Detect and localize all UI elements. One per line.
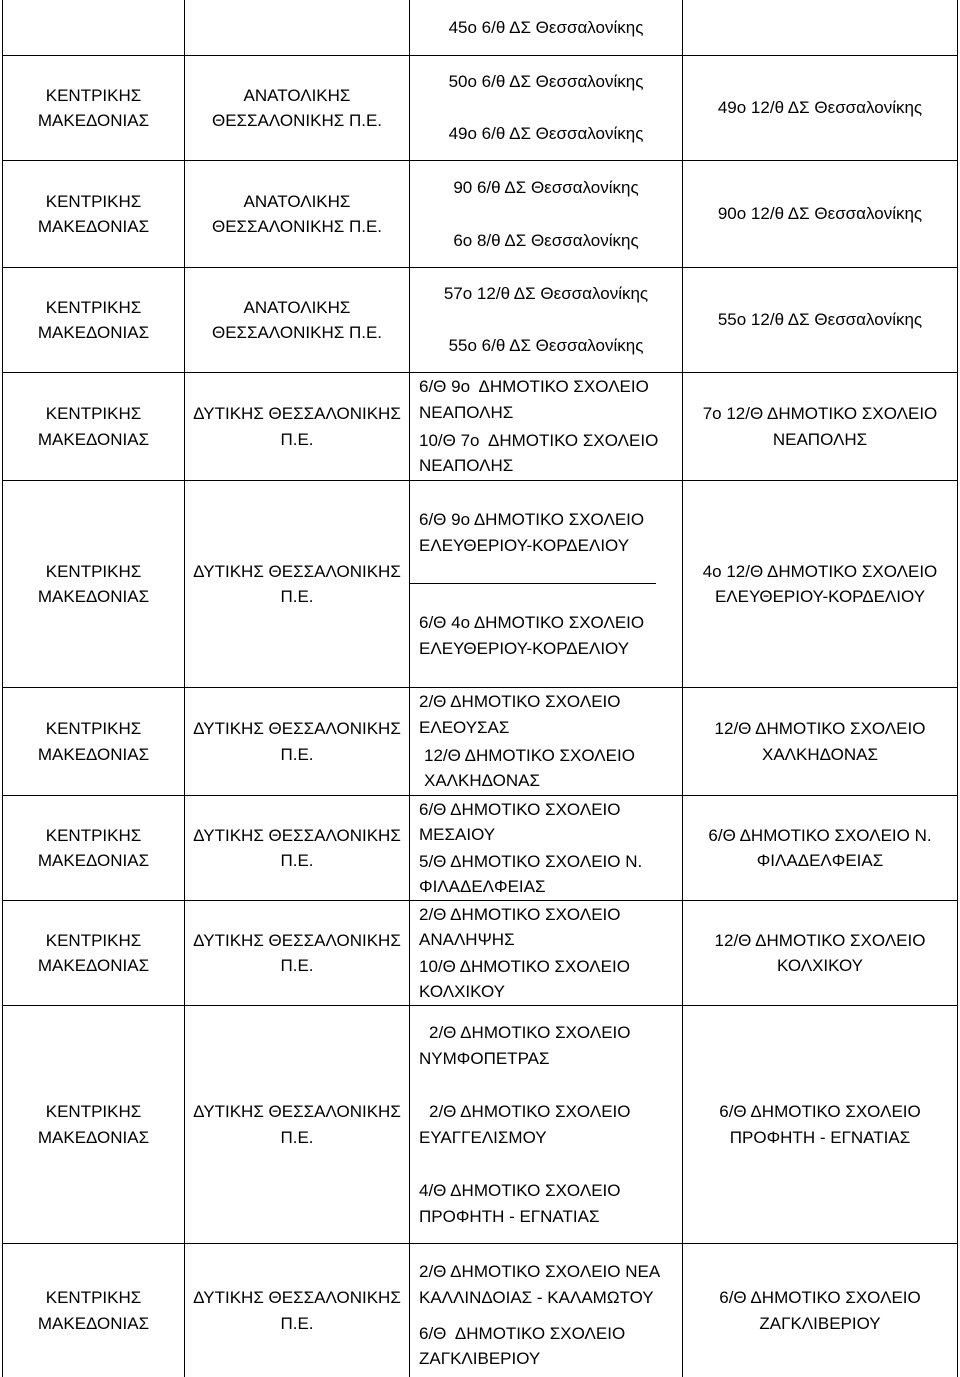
directorate-cell: ΑΝΑΤΟΛΙΚΗΣ ΘΕΣΣΑΛΟΝΙΚΗΣ Π.Ε. <box>185 161 410 267</box>
resulting-school-cell: 55ο 12/θ ΔΣ Θεσσαλονίκης <box>683 268 958 372</box>
resulting-school-cell: 12/Θ ΔΗΜΟΤΙΚΟ ΣΧΟΛΕΙΟ ΚΟΛΧΙΚΟΥ <box>683 901 958 1005</box>
merging-school-entry: 10/Θ ΔΗΜΟΤΙΚΟ ΣΧΟΛΕΙΟ ΚΟΛΧΙΚΟΥ <box>419 956 630 1001</box>
merging-schools-cell <box>410 1006 683 1243</box>
table-row <box>2 796 958 901</box>
region-cell: ΚΕΝΤΡΙΚΗΣ ΜΑΚΕΔΟΝΙΑΣ <box>2 1244 185 1377</box>
merging-school-entry: 2/Θ ΔΗΜΟΤΙΚΟ ΣΧΟΛΕΙΟ ΕΛΕΟΥΣΑΣ <box>419 692 621 737</box>
merging-school-entry: 50ο 6/θ ΔΣ Θεσσαλονίκης <box>448 72 644 92</box>
table-row <box>2 901 958 1006</box>
merging-schools-cell <box>410 373 683 480</box>
table-row <box>2 0 958 56</box>
resulting-school-cell: 12/Θ ΔΗΜΟΤΙΚΟ ΣΧΟΛΕΙΟ ΧΑΛΚΗΔΟΝΑΣ <box>683 688 958 795</box>
region-cell: ΚΕΝΤΡΙΚΗΣ ΜΑΚΕΔΟΝΙΑΣ <box>2 796 185 900</box>
merging-schools-cell <box>410 481 683 687</box>
merging-school-entry: 57ο 12/θ ΔΣ Θεσσαλονίκης <box>443 284 649 304</box>
merging-schools-cell <box>410 901 683 1005</box>
table-row <box>2 481 958 688</box>
merging-school-entry: 55ο 6/θ ΔΣ Θεσσαλονίκης <box>448 336 644 356</box>
merging-schools-cell <box>410 1244 683 1377</box>
merging-school-entry: 6/Θ 9ο ΔΗΜΟΤΙΚΟ ΣΧΟΛΕΙΟ ΕΛΕΥΘΕΡΙΟΥ-ΚΟΡΔΕΛΙΟΥ <box>419 510 645 555</box>
region-cell: ΚΕΝΤΡΙΚΗΣ ΜΑΚΕΔΟΝΙΑΣ <box>2 1006 185 1243</box>
table-row <box>2 373 958 481</box>
merging-schools-cell <box>410 796 683 900</box>
table-row <box>2 56 958 161</box>
directorate-cell: ΑΝΑΤΟΛΙΚΗΣ ΘΕΣΣΑΛΟΝΙΚΗΣ Π.Ε. <box>185 268 410 372</box>
merging-school-entry: 6/Θ 4ο ΔΗΜΟΤΙΚΟ ΣΧΟΛΕΙΟ ΕΛΕΥΘΕΡΙΟΥ-ΚΟΡΔΕΛΙΟΥ <box>419 613 645 658</box>
resulting-school-cell: 7ο 12/Θ ΔΗΜΟΤΙΚΟ ΣΧΟΛΕΙΟ ΝΕΑΠΟΛΗΣ <box>683 373 958 480</box>
school-merger-table <box>2 0 958 1377</box>
region-cell: ΚΕΝΤΡΙΚΗΣ ΜΑΚΕΔΟΝΙΑΣ <box>2 373 185 480</box>
merging-school-entry: 6ο 8/θ ΔΣ Θεσσαλονίκης <box>453 230 639 250</box>
merging-school-entry: 2/Θ ΔΗΜΟΤΙΚΟ ΣΧΟΛΕΙΟ ΑΝΑΛΗΨΗΣ <box>419 904 621 949</box>
region-cell: ΚΕΝΤΡΙΚΗΣ ΜΑΚΕΔΟΝΙΑΣ <box>2 268 185 372</box>
cell-divider <box>410 583 656 584</box>
resulting-school-cell: 6/Θ ΔΗΜΟΤΙΚΟ ΣΧΟΛΕΙΟ Ν. ΦΙΛΑΔΕΛΦΕΙΑΣ <box>683 796 958 900</box>
merging-schools-cell <box>410 268 683 372</box>
directorate-cell <box>185 0 410 55</box>
table-row <box>2 688 958 796</box>
directorate-cell: ΔΥΤΙΚΗΣ ΘΕΣΣΑΛΟΝΙΚΗΣ Π.Ε. <box>185 481 410 687</box>
merging-school-entry: 4/Θ ΔΗΜΟΤΙΚΟ ΣΧΟΛΕΙΟ ΠΡΟΦΗΤΗ - ΕΓΝΑΤΙΑΣ <box>419 1181 621 1226</box>
resulting-school-cell: 6/Θ ΔΗΜΟΤΙΚΟ ΣΧΟΛΕΙΟ ΖΑΓΚΛΙΒΕΡΙΟΥ <box>683 1244 958 1377</box>
region-cell <box>2 0 185 55</box>
merging-school-entry: 6/Θ ΔΗΜΟΤΙΚΟ ΣΧΟΛΕΙΟ ΜΕΣΑΙΟΥ <box>419 799 621 844</box>
region-cell: ΚΕΝΤΡΙΚΗΣ ΜΑΚΕΔΟΝΙΑΣ <box>2 688 185 795</box>
table-row <box>2 268 958 373</box>
resulting-school-cell: 90ο 12/θ ΔΣ Θεσσαλονίκης <box>683 161 958 267</box>
region-cell: ΚΕΝΤΡΙΚΗΣ ΜΑΚΕΔΟΝΙΑΣ <box>2 56 185 160</box>
resulting-school-cell: 49ο 12/θ ΔΣ Θεσσαλονίκης <box>683 56 958 160</box>
resulting-school-cell: 6/Θ ΔΗΜΟΤΙΚΟ ΣΧΟΛΕΙΟ ΠΡΟΦΗΤΗ - ΕΓΝΑΤΙΑΣ <box>683 1006 958 1243</box>
directorate-cell: ΔΥΤΙΚΗΣ ΘΕΣΣΑΛΟΝΙΚΗΣ Π.Ε. <box>185 1244 410 1377</box>
resulting-school-cell <box>683 0 958 55</box>
merging-schools-cell <box>410 161 683 267</box>
merging-school-entry: 5/Θ ΔΗΜΟΤΙΚΟ ΣΧΟΛΕΙΟ Ν. ΦΙΛΑΔΕΛΦΕΙΑΣ <box>419 851 643 896</box>
merging-school-entry: 2/Θ ΔΗΜΟΤΙΚΟ ΣΧΟΛΕΙΟ ΕΥΑΓΓΕΛΙΣΜΟΥ <box>419 1102 631 1147</box>
directorate-cell: ΔΥΤΙΚΗΣ ΘΕΣΣΑΛΟΝΙΚΗΣ Π.Ε. <box>185 1006 410 1243</box>
region-cell: ΚΕΝΤΡΙΚΗΣ ΜΑΚΕΔΟΝΙΑΣ <box>2 901 185 1005</box>
directorate-cell: ΔΥΤΙΚΗΣ ΘΕΣΣΑΛΟΝΙΚΗΣ Π.Ε. <box>185 901 410 1005</box>
merging-school-entry: 49ο 6/θ ΔΣ Θεσσαλονίκης <box>448 124 644 144</box>
directorate-cell: ΑΝΑΤΟΛΙΚΗΣ ΘΕΣΣΑΛΟΝΙΚΗΣ Π.Ε. <box>185 56 410 160</box>
merging-school-entry: 2/Θ ΔΗΜΟΤΙΚΟ ΣΧΟΛΕΙΟ ΝΥΜΦΟΠΕΤΡΑΣ <box>419 1023 631 1068</box>
merging-school-entry: 2/Θ ΔΗΜΟΤΙΚΟ ΣΧΟΛΕΙΟ ΝΕΑ ΚΑΛΛΙΝΔΟΙΑΣ - ΚΑΛΑΜΩΤΟΥ <box>419 1262 661 1307</box>
merging-schools-cell <box>410 56 683 160</box>
merging-school-entry: 12/Θ ΔΗΜΟΤΙΚΟ ΣΧΟΛΕΙΟ ΧΑΛΚΗΔΟΝΑΣ <box>424 745 635 791</box>
directorate-cell: ΔΥΤΙΚΗΣ ΘΕΣΣΑΛΟΝΙΚΗΣ Π.Ε. <box>185 688 410 795</box>
merging-school-entry: 6/Θ 9ο ΔΗΜΟΤΙΚΟ ΣΧΟΛΕΙΟ ΝΕΑΠΟΛΗΣ <box>419 377 649 422</box>
merging-schools-cell <box>410 0 683 55</box>
resulting-school-cell: 4ο 12/Θ ΔΗΜΟΤΙΚΟ ΣΧΟΛΕΙΟ ΕΛΕΥΘΕΡΙΟΥ-ΚΟΡΔΕΛΙΟΥ <box>683 481 958 687</box>
table-row <box>2 1244 958 1377</box>
directorate-cell: ΔΥΤΙΚΗΣ ΘΕΣΣΑΛΟΝΙΚΗΣ Π.Ε. <box>185 373 410 480</box>
table-row <box>2 161 958 268</box>
merging-school-entry: 10/Θ 7ο ΔΗΜΟΤΙΚΟ ΣΧΟΛΕΙΟ ΝΕΑΠΟΛΗΣ <box>419 430 659 476</box>
region-cell: ΚΕΝΤΡΙΚΗΣ ΜΑΚΕΔΟΝΙΑΣ <box>2 481 185 687</box>
directorate-cell: ΔΥΤΙΚΗΣ ΘΕΣΣΑΛΟΝΙΚΗΣ Π.Ε. <box>185 796 410 900</box>
region-cell: ΚΕΝΤΡΙΚΗΣ ΜΑΚΕΔΟΝΙΑΣ <box>2 161 185 267</box>
merging-school-entry: 6/Θ ΔΗΜΟΤΙΚΟ ΣΧΟΛΕΙΟ ΖΑΓΚΛΙΒΕΡΙΟΥ <box>419 1323 626 1369</box>
merging-schools-cell <box>410 688 683 795</box>
merging-school-entry: 45ο 6/θ ΔΣ Θεσσαλονίκης <box>448 17 644 37</box>
merging-school-entry: 90 6/θ ΔΣ Θεσσαλονίκης <box>453 177 639 197</box>
table-row <box>2 1006 958 1244</box>
